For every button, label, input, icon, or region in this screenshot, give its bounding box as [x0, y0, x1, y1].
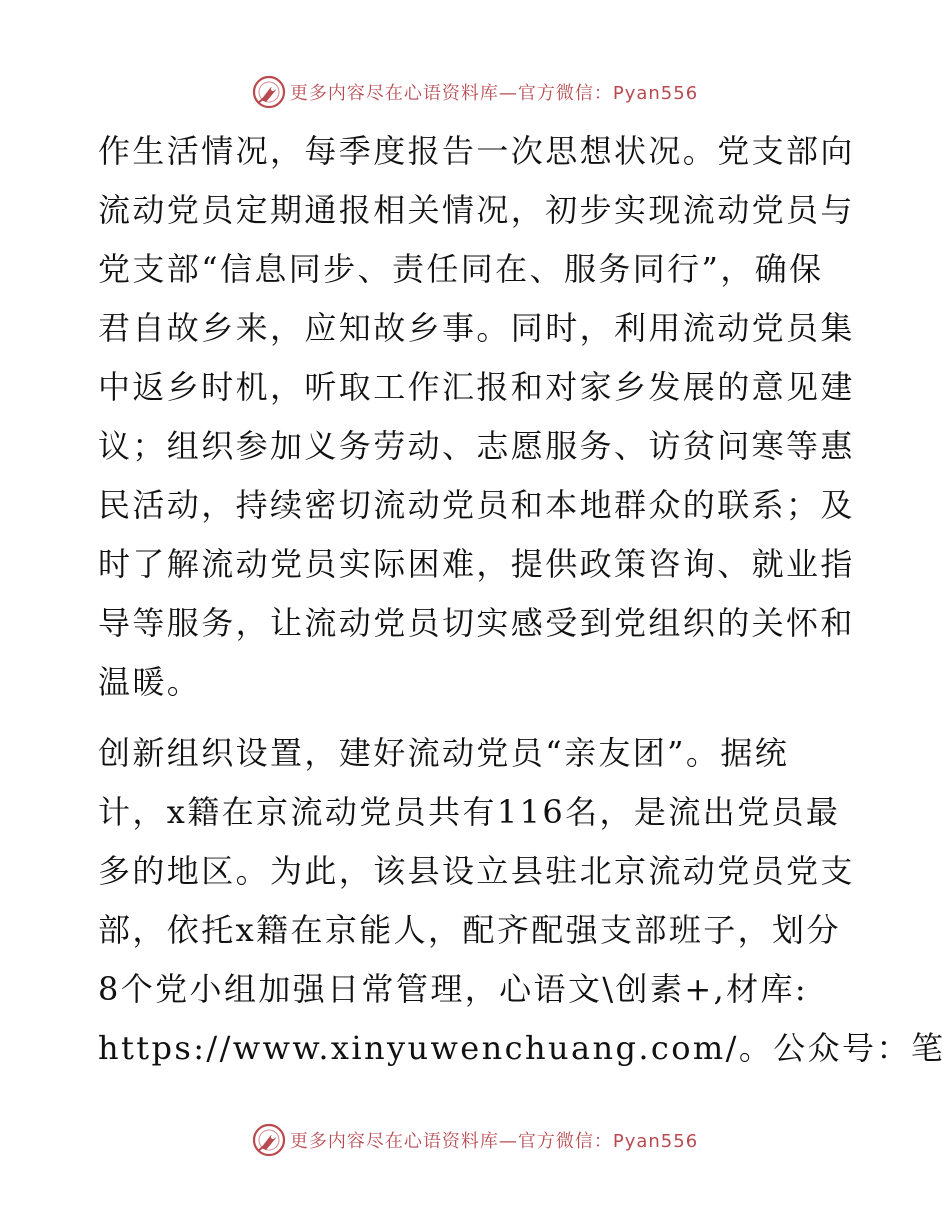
text-line: 议；组织参加义务劳动、志愿服务、访贫问寒等惠 — [98, 427, 855, 465]
footer-banner — [0, 1120, 950, 1160]
footer-banner-text: 更多内容尽在心语资料库—官方微信：Pyan556 — [289, 1131, 699, 1152]
text-line: 流动党员定期通报相关情况，初步实现流动党员与 — [98, 191, 855, 229]
header-banner-text: 更多内容尽在心语资料库—官方微信：Pyan556 — [289, 83, 699, 104]
text-line: 作生活情况，每季度报告一次思想状况。党支部向 — [98, 132, 855, 170]
paragraph-2 — [98, 724, 946, 1078]
header-banner — [0, 72, 950, 112]
text-line: 君自故乡来，应知故乡事。同时，利用流动党员集 — [98, 309, 855, 347]
text-line: https://www.xinyuwenchuang.com/。公众号：笔 — [98, 1029, 946, 1067]
text-line: 中返乡时机，听取工作汇报和对家乡发展的意见建 — [98, 368, 855, 406]
pen-nib-logo-icon — [252, 1123, 286, 1157]
text-line: 创新组织设置，建好流动党员“亲友团”。据统 — [98, 734, 790, 772]
text-line: 温暖。 — [98, 663, 202, 701]
text-line: 民活动，持续密切流动党员和本地群众的联系；及 — [98, 486, 855, 524]
text-line: 部，依托x籍在京能人，配齐配强支部班子，划分 — [98, 911, 841, 949]
text-line: 多的地区。为此，该县设立县驻北京流动党员党支 — [98, 852, 855, 890]
text-line: 8个党小组加强日常管理，心语文\创素+,材库: — [98, 970, 809, 1008]
paragraph-1 — [98, 122, 855, 712]
text-line: 党支部“信息同步、责任同在、服务同行”，确保 — [98, 250, 824, 288]
document-body — [98, 122, 946, 1078]
text-line: 计，x籍在京流动党员共有116名，是流出党员最 — [98, 793, 841, 831]
text-line: 时了解流动党员实际困难，提供政策咨询、就业指 — [98, 545, 855, 583]
text-line: 导等服务，让流动党员切实感受到党组织的关怀和 — [98, 604, 855, 642]
pen-nib-logo-icon — [252, 75, 286, 109]
paragraph-gap — [98, 712, 850, 724]
